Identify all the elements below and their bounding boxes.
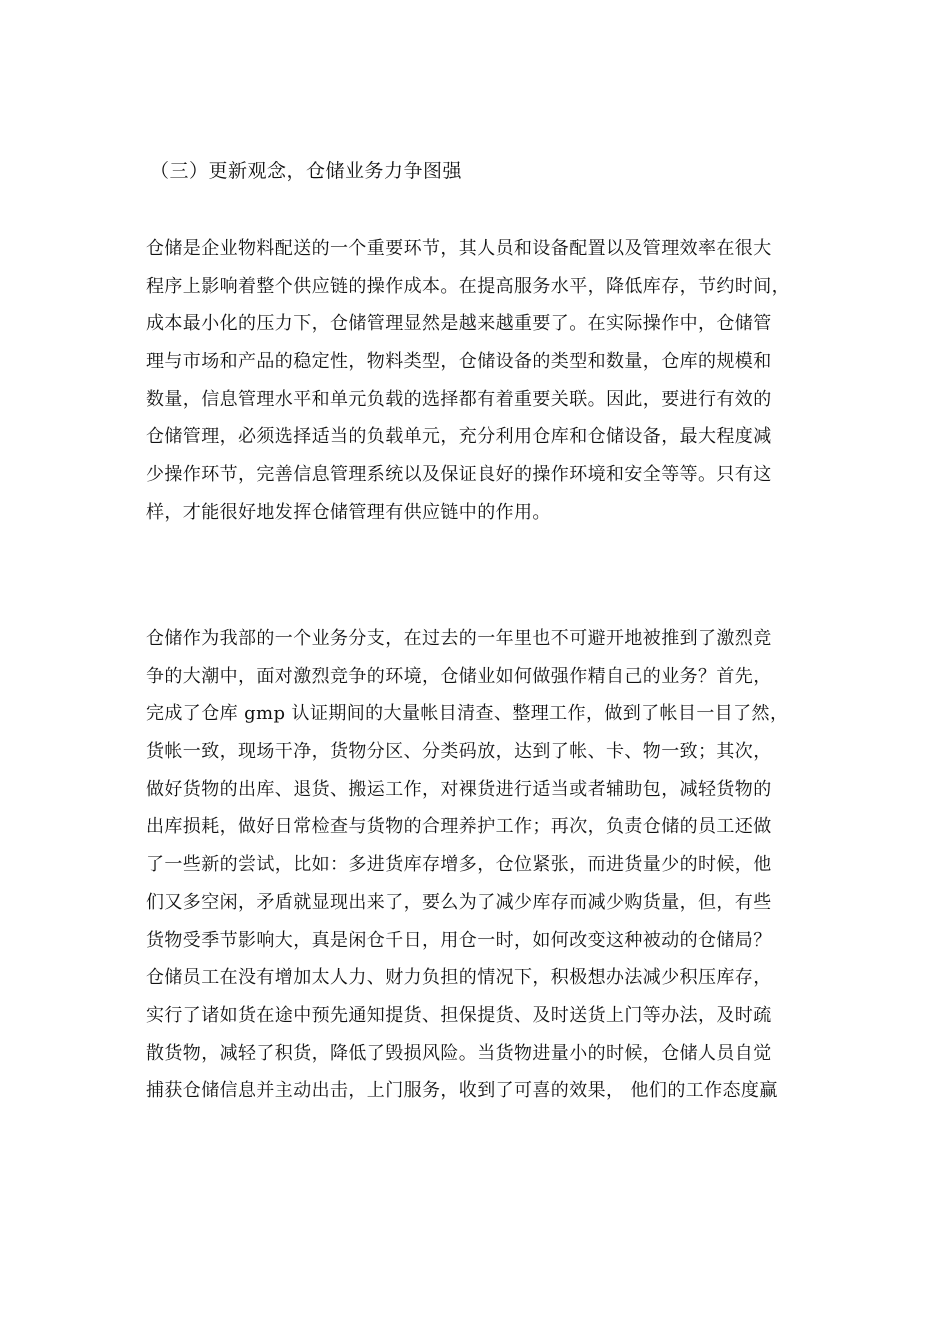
paragraph-line: 实行了诸如货在途中预先通知提货、担保提货、及时送货上门等办法，及时疏 xyxy=(146,1004,772,1026)
paragraph-line: 们又多空闲，矛盾就显现出来了，要么为了减少库存而减少购货量，但，有些 xyxy=(146,891,772,913)
paragraph-line: 仓储是企业物料配送的一个重要环节，其人员和设备配置以及管理效率在很大 xyxy=(146,238,772,259)
paragraph-1 xyxy=(146,230,810,532)
paragraph-line: 少操作环节，完善信息管理系统以及保证良好的操作环境和安全等等。只有这 xyxy=(146,464,772,486)
paragraph-line: 做好货物的出库、退货、搬运工作，对裸货进行适当或者辅助包，减轻货物的 xyxy=(146,778,772,800)
paragraph-line: 仓储作为我部的一个业务分支，在过去的一年里也不可避开地被推到了激烈竞 xyxy=(146,628,772,649)
paragraph-line: 货帐一致，现场干净，货物分区、分类码放，达到了帐、卡、物一致；其次， xyxy=(146,741,772,763)
paragraph-line: 数量，信息管理水平和单元负载的选择都有着重要关联。因此，要进行有效的 xyxy=(146,388,772,410)
section-heading: （三）更新观念，仓储业务力争图强 xyxy=(150,160,463,182)
paragraph-line: 捕获仓储信息并主动出击，上门服务，收到了可喜的效果， 他们的工作态度赢 xyxy=(146,1080,778,1102)
paragraph-line: 货物受季节影响大，真是闲仓千日，用仓一时，如何改变这种被动的仓储局？ xyxy=(146,929,772,951)
paragraph-line: 了一些新的尝试，比如：多进货库存增多，仓位紧张，而进货量少的时候，他 xyxy=(146,854,772,876)
paragraph-line: 成本最小化的压力下，仓储管理显然是越来越重要了。在实际操作中，仓储管 xyxy=(146,313,772,335)
paragraph-line: 程序上影响着整个供应链的操作成本。在提高服务水平，降低库存，节约时间， xyxy=(146,275,790,297)
paragraph-line: 争的大潮中，面对激烈竞争的环境，仓储业如何做强作精自己的业务？首先， xyxy=(146,665,772,687)
paragraph-line: 出库损耗，做好日常检查与货物的合理养护工作；再次，负责仓储的员工还做 xyxy=(146,816,772,838)
paragraph-line: 仓储员工在没有增加太人力、财力负担的情况下，积极想办法减少积压库存， xyxy=(146,967,772,989)
paragraph-line: 理与市场和产品的稳定性，物料类型，仓储设备的类型和数量，仓库的规模和 xyxy=(146,351,772,373)
paragraph-line: 散货物，减轻了积货，降低了毁损风险。当货物进量小的时候，仓储人员自觉 xyxy=(146,1042,772,1064)
paragraph-line: 完成了仓库 gmp 认证期间的大量帐目清查、整理工作，做到了帐目一目了然， xyxy=(146,703,789,725)
paragraph-2 xyxy=(146,620,810,1110)
paragraph-line: 样，才能很好地发挥仓储管理有供应链中的作用。 xyxy=(146,501,551,523)
paragraph-line: 仓储管理，必须选择适当的负载单元，充分利用仓库和仓储设备，最大程度减 xyxy=(146,426,772,448)
